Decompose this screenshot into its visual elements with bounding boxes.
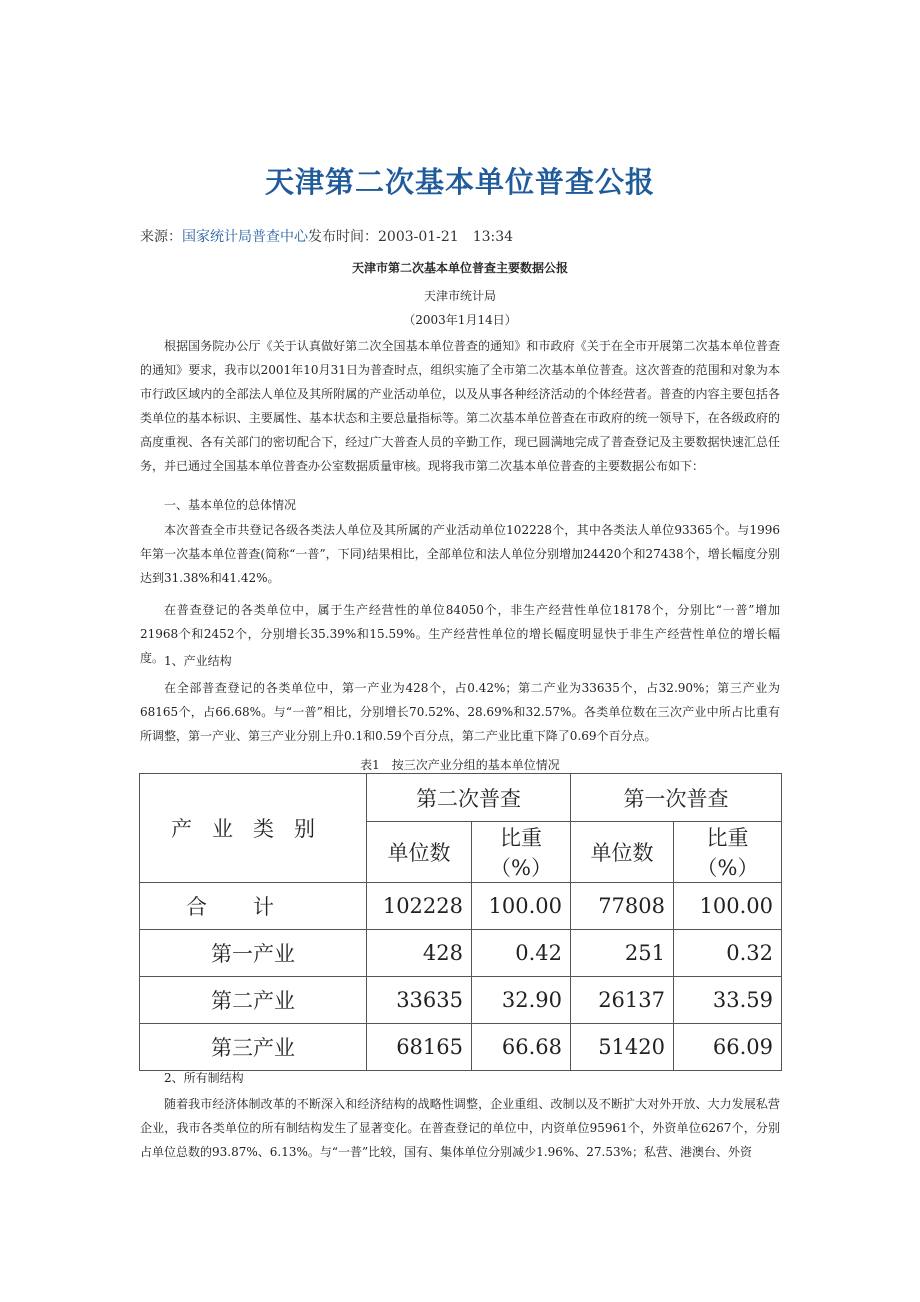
- row-name: 第一产业: [140, 930, 367, 977]
- industry-table: [139, 773, 781, 1059]
- doc-issuer: 天津市统计局: [423, 289, 496, 303]
- paragraph: 在普查登记的各类单位中，属于生产经营性的单位84050个，非生产经营性单位18178个，分别比“一普”增加21968个和2452个，分别增长35.39%和15.59%。生产经营性单位的增长幅度明显快于非生产经营性单位的增长幅度。: [140, 603, 780, 665]
- cell-share-1: 66.09: [674, 1024, 782, 1071]
- table-caption: 表1 按三次产业分组的基本单位情况: [360, 758, 560, 772]
- doc-date: （2003年1月14日）: [403, 313, 517, 327]
- cell-share-2: 100.00: [472, 883, 571, 930]
- row-name: 第二产业: [140, 977, 367, 1024]
- subsection-heading: 1、产业结构: [164, 654, 232, 668]
- source-line: [140, 226, 513, 246]
- header-units: 单位数: [367, 822, 472, 883]
- paragraph: 在全部普查登记的各类单位中，第一产业为428个，占0.42%；第二产业为33635个，占32.90%；第三产业为68165个，占66.68%。与“一普”相比，分别增长70.52%、28.69%和32.57%。各类单位数在三次产业中所占比重有所调整，第一产业、第三产业分别上升0.1和0.59个百分点，第二产业比重下降了0.69个百分点。: [140, 681, 780, 743]
- publish-time: 2003-01-21 13:34: [378, 229, 514, 245]
- paragraph: 随着我市经济体制改革的不断深入和经济结构的战略性调整，企业重组、改制以及不断扩大对外开放、大力发展私营企业，我市各类单位的所有制结构发生了显著变化。在普查登记的单位中，内资单位95961个，外资单位6267个，分别占单位总数的93.87%、6.13%。与“一普”比较，国有、集体单位分别减少1.96%、27.53%；私营、港澳台、外资: [140, 1097, 780, 1159]
- header-category: 产业类别: [140, 774, 367, 883]
- table-row: [140, 1024, 782, 1071]
- doc-heading: 天津市第二次基本单位普查主要数据公报: [351, 261, 568, 275]
- cell-units-1: 26137: [571, 977, 674, 1024]
- table-header-row: [140, 774, 782, 822]
- cell-share-2: 0.42: [472, 930, 571, 977]
- paragraph: 本次普查全市共登记各级各类法人单位及其所属的产业活动单位102228个，其中各类法人单位93365个。与1996年第一次基本单位普查(简称“一普”，下同)结果相比，全部单位和法人单位分别增加24420个和27438个，增长幅度分别达到31.38%和41.42%。: [140, 523, 780, 585]
- cell-units-2: 33635: [367, 977, 472, 1024]
- cell-units-2: 102228: [367, 883, 472, 930]
- cell-share-2: 66.68: [472, 1024, 571, 1071]
- header-share: 比重（%）: [674, 822, 782, 883]
- row-name: 第三产业: [140, 1024, 367, 1071]
- cell-share-1: 33.59: [674, 977, 782, 1024]
- section-heading: 一、基本单位的总体情况: [164, 498, 297, 512]
- header-second-census: 第二次普查: [367, 774, 571, 822]
- header-units: 单位数: [571, 822, 674, 883]
- cell-share-2: 32.90: [472, 977, 571, 1024]
- cell-units-2: 428: [367, 930, 472, 977]
- subsection-heading: 2、所有制结构: [164, 1071, 244, 1085]
- header-first-census: 第一次普查: [571, 774, 782, 822]
- cell-units-1: 51420: [571, 1024, 674, 1071]
- header-share: 比重（%）: [472, 822, 571, 883]
- cell-share-1: 100.00: [674, 883, 782, 930]
- cell-units-2: 68165: [367, 1024, 472, 1071]
- page-title: 天津第二次基本单位普查公报: [264, 165, 655, 199]
- row-name: 合计: [140, 883, 367, 930]
- intro-paragraph: 根据国务院办公厅《关于认真做好第二次全国基本单位普查的通知》和市政府《关于在全市开展第二次基本单位普查的通知》要求，我市以2001年10月31日为普查时点，组织实施了全市第二次基本单位普查。这次普查的范围和对象为本市行政区域内的全部法人单位及其所附属的产业活动单位，以及从事各种经济活动的个体经营者。普查的内容主要包括各类单位的基本标识、主要属性、基本状态和主要总量指标等。第二次基本单位普查在市政府的统一领导下，在各级政府的高度重视、各有关部门的密切配合下，经过广大普查人员的辛勤工作，现已圆满地完成了普查登记及主要数据快速汇总任务，并已通过全国基本单位普查办公室数据质量审核。现将我市第二次基本单位普查的主要数据公布如下：: [140, 339, 780, 473]
- source-org-link[interactable]: 国家统计局普查中心: [182, 229, 308, 245]
- table-row: [140, 977, 782, 1024]
- cell-units-1: 251: [571, 930, 674, 977]
- cell-units-1: 77808: [571, 883, 674, 930]
- publish-time-label: 发布时间：: [308, 229, 378, 245]
- table-row: [140, 930, 782, 977]
- source-label: 来源：: [140, 229, 182, 245]
- table-row: [140, 883, 782, 930]
- cell-share-1: 0.32: [674, 930, 782, 977]
